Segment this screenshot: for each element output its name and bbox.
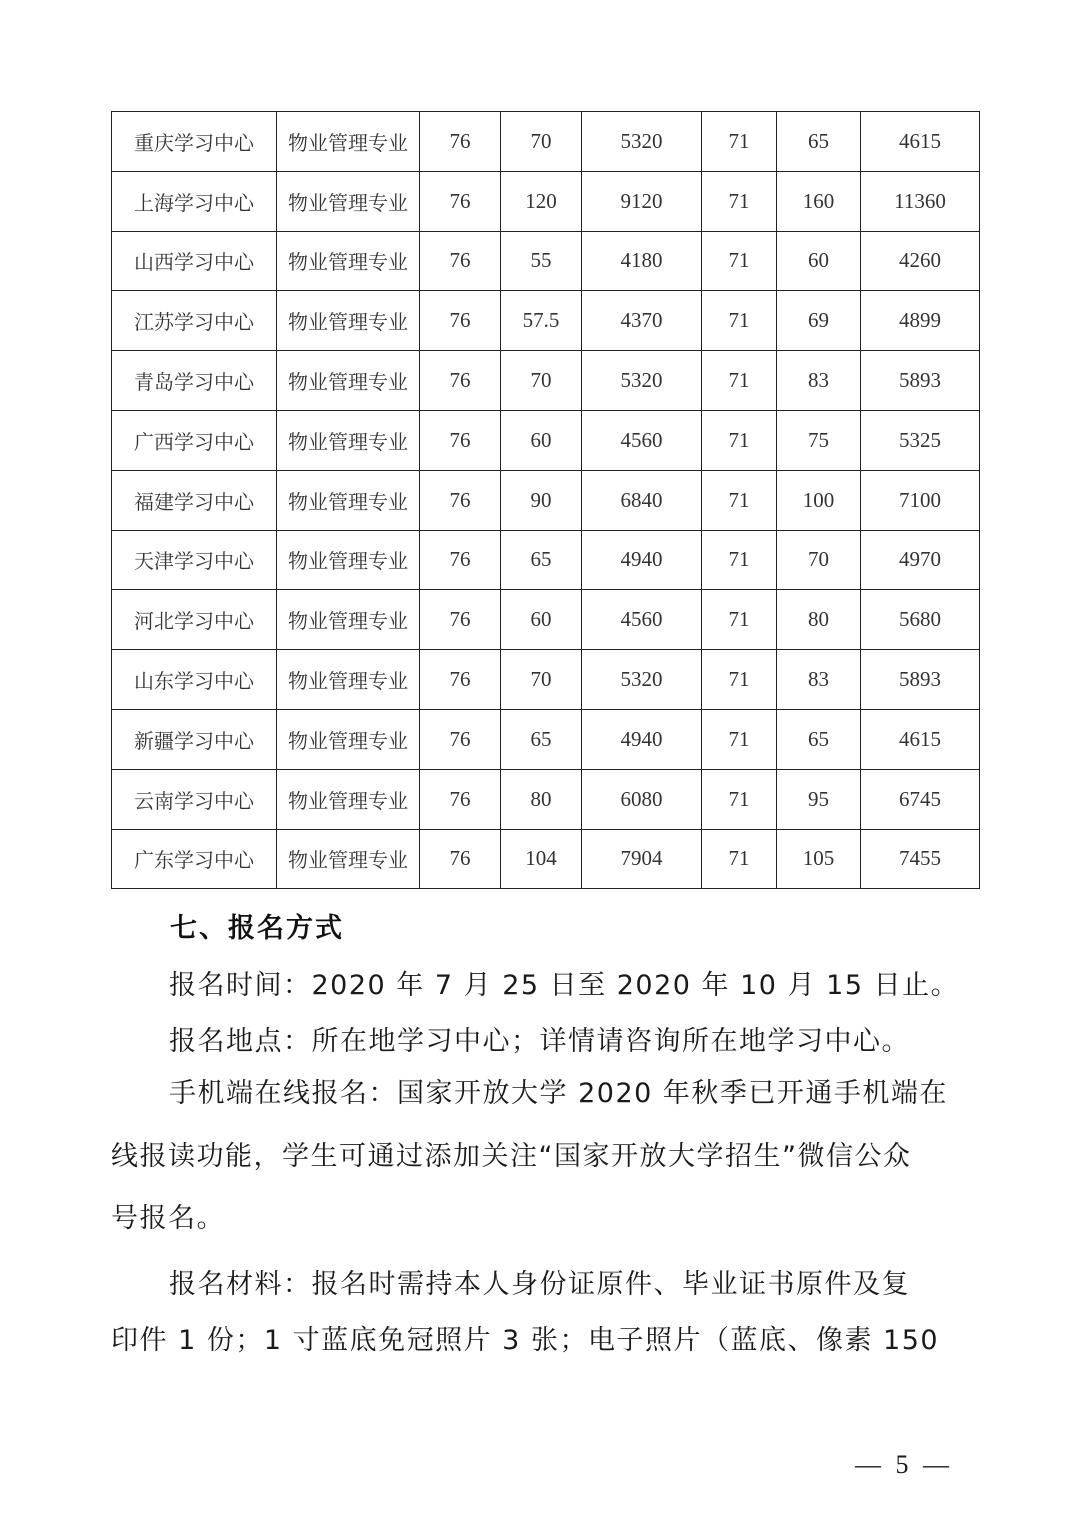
table-cell: 物业管理专业: [277, 829, 420, 889]
mobile-registration-line-1: [111, 1067, 981, 1121]
mobile-registration-line-3: 号报名。: [111, 1203, 225, 1234]
table-cell: 物业管理专业: [277, 590, 420, 650]
table-cell: 76: [420, 769, 501, 829]
table-cell: 4615: [861, 709, 980, 769]
page-number: — 5 —: [855, 1450, 953, 1479]
table-cell: 6745: [861, 769, 980, 829]
table-cell: 160: [777, 171, 861, 231]
table-cell: 104: [501, 829, 582, 889]
table-cell: 物业管理专业: [277, 291, 420, 351]
table-cell: 5893: [861, 351, 980, 411]
table-cell: 河北学习中心: [112, 590, 277, 650]
table-cell: 4940: [582, 709, 702, 769]
table-cell: 新疆学习中心: [112, 709, 277, 769]
table-cell: 4899: [861, 291, 980, 351]
table-cell: 71: [702, 650, 777, 710]
table-row: [112, 530, 980, 590]
table-cell: 76: [420, 590, 501, 650]
table-cell: 天津学习中心: [112, 530, 277, 590]
registration-location-text: 报名地点：所在地学习中心；详情请咨询所在地学习中心。: [169, 1026, 910, 1057]
table-cell: 83: [777, 351, 861, 411]
table-cell: 60: [777, 231, 861, 291]
table-cell: 65: [777, 709, 861, 769]
table-cell: 60: [501, 590, 582, 650]
table-row: [112, 112, 980, 172]
table-cell: 76: [420, 351, 501, 411]
table-cell: 71: [702, 829, 777, 889]
table-cell: 76: [420, 709, 501, 769]
table-cell: 青岛学习中心: [112, 351, 277, 411]
table-cell: 广东学习中心: [112, 829, 277, 889]
table-cell: 80: [501, 769, 582, 829]
table-row: [112, 590, 980, 650]
table-cell: 83: [777, 650, 861, 710]
table-row: [112, 291, 980, 351]
table-cell: 4615: [861, 112, 980, 172]
registration-time: [111, 959, 981, 1013]
table-cell: 物业管理专业: [277, 351, 420, 411]
table-cell: 4180: [582, 231, 702, 291]
table-cell: 5680: [861, 590, 980, 650]
table-cell: 76: [420, 171, 501, 231]
table-cell: 70: [501, 351, 582, 411]
table-cell: 71: [702, 709, 777, 769]
section-heading: 七、报名方式: [170, 913, 344, 944]
table-cell: 6840: [582, 470, 702, 530]
table-cell: 90: [501, 470, 582, 530]
table-cell: 7100: [861, 470, 980, 530]
table-cell: 江苏学习中心: [112, 291, 277, 351]
table-row: [112, 171, 980, 231]
table-cell: 物业管理专业: [277, 410, 420, 470]
table-row: [112, 769, 980, 829]
table-cell: 71: [702, 470, 777, 530]
table-cell: 物业管理专业: [277, 470, 420, 530]
materials-line-1: [111, 1258, 981, 1312]
materials-line-2: 印件 1 份；1 寸蓝底免冠照片 3 张；电子照片（蓝底、像素 150: [111, 1325, 940, 1356]
table-cell: 5325: [861, 410, 980, 470]
table-cell: 云南学习中心: [112, 769, 277, 829]
table-cell: 7455: [861, 829, 980, 889]
table-cell: 76: [420, 530, 501, 590]
table-cell: 山东学习中心: [112, 650, 277, 710]
table-cell: 71: [702, 769, 777, 829]
table-row: [112, 829, 980, 889]
table-cell: 物业管理专业: [277, 231, 420, 291]
table-cell: 71: [702, 231, 777, 291]
table-row: [112, 470, 980, 530]
table-cell: 物业管理专业: [277, 530, 420, 590]
mobile-registration-text-1: 手机端在线报名：国家开放大学 2020 年秋季已开通手机端在: [169, 1078, 948, 1109]
table-row: [112, 231, 980, 291]
table-cell: 71: [702, 351, 777, 411]
table-cell: 65: [777, 112, 861, 172]
table-cell: 70: [501, 650, 582, 710]
table-cell: 4560: [582, 410, 702, 470]
table-cell: 76: [420, 231, 501, 291]
table-cell: 6080: [582, 769, 702, 829]
table-cell: 5893: [861, 650, 980, 710]
table-cell: 物业管理专业: [277, 112, 420, 172]
table-cell: 广西学习中心: [112, 410, 277, 470]
table-cell: 71: [702, 112, 777, 172]
table-cell: 上海学习中心: [112, 171, 277, 231]
table-row: [112, 410, 980, 470]
table-cell: 5320: [582, 112, 702, 172]
table-cell: 71: [702, 410, 777, 470]
tuition-table: [111, 111, 980, 889]
table-cell: 65: [501, 530, 582, 590]
table-cell: 重庆学习中心: [112, 112, 277, 172]
registration-location: [111, 1015, 981, 1069]
table-cell: 75: [777, 410, 861, 470]
table-row: [112, 650, 980, 710]
table-cell: 76: [420, 470, 501, 530]
table-body: [112, 112, 980, 889]
table-cell: 7904: [582, 829, 702, 889]
table-cell: 76: [420, 112, 501, 172]
table-cell: 76: [420, 410, 501, 470]
table-cell: 71: [702, 291, 777, 351]
table-cell: 70: [777, 530, 861, 590]
table-cell: 105: [777, 829, 861, 889]
table-row: [112, 351, 980, 411]
table-cell: 4940: [582, 530, 702, 590]
table-cell: 11360: [861, 171, 980, 231]
table-cell: 71: [702, 530, 777, 590]
table-cell: 物业管理专业: [277, 709, 420, 769]
table-cell: 65: [501, 709, 582, 769]
table-cell: 5320: [582, 351, 702, 411]
table-cell: 76: [420, 829, 501, 889]
table-cell: 55: [501, 231, 582, 291]
table-cell: 57.5: [501, 291, 582, 351]
table-cell: 76: [420, 650, 501, 710]
table-cell: 福建学习中心: [112, 470, 277, 530]
materials-text-1: 报名材料：报名时需持本人身份证原件、毕业证书原件及复: [169, 1269, 910, 1300]
table-cell: 4970: [861, 530, 980, 590]
table-cell: 山西学习中心: [112, 231, 277, 291]
table-cell: 70: [501, 112, 582, 172]
table-cell: 物业管理专业: [277, 650, 420, 710]
table-cell: 4370: [582, 291, 702, 351]
table-cell: 100: [777, 470, 861, 530]
table-cell: 物业管理专业: [277, 171, 420, 231]
table-cell: 69: [777, 291, 861, 351]
mobile-registration-line-2: 线报读功能，学生可通过添加关注“国家开放大学招生”微信公众: [111, 1141, 912, 1172]
table-row: [112, 709, 980, 769]
registration-time-text: 报名时间：2020 年 7 月 25 日至 2020 年 10 月 15 日止。: [169, 970, 960, 1001]
table-cell: 5320: [582, 650, 702, 710]
table-cell: 95: [777, 769, 861, 829]
table-cell: 71: [702, 590, 777, 650]
table-cell: 4560: [582, 590, 702, 650]
table-cell: 9120: [582, 171, 702, 231]
table-cell: 60: [501, 410, 582, 470]
table-cell: 71: [702, 171, 777, 231]
table-cell: 76: [420, 291, 501, 351]
table-cell: 80: [777, 590, 861, 650]
table-cell: 4260: [861, 231, 980, 291]
table-cell: 物业管理专业: [277, 769, 420, 829]
table-cell: 120: [501, 171, 582, 231]
